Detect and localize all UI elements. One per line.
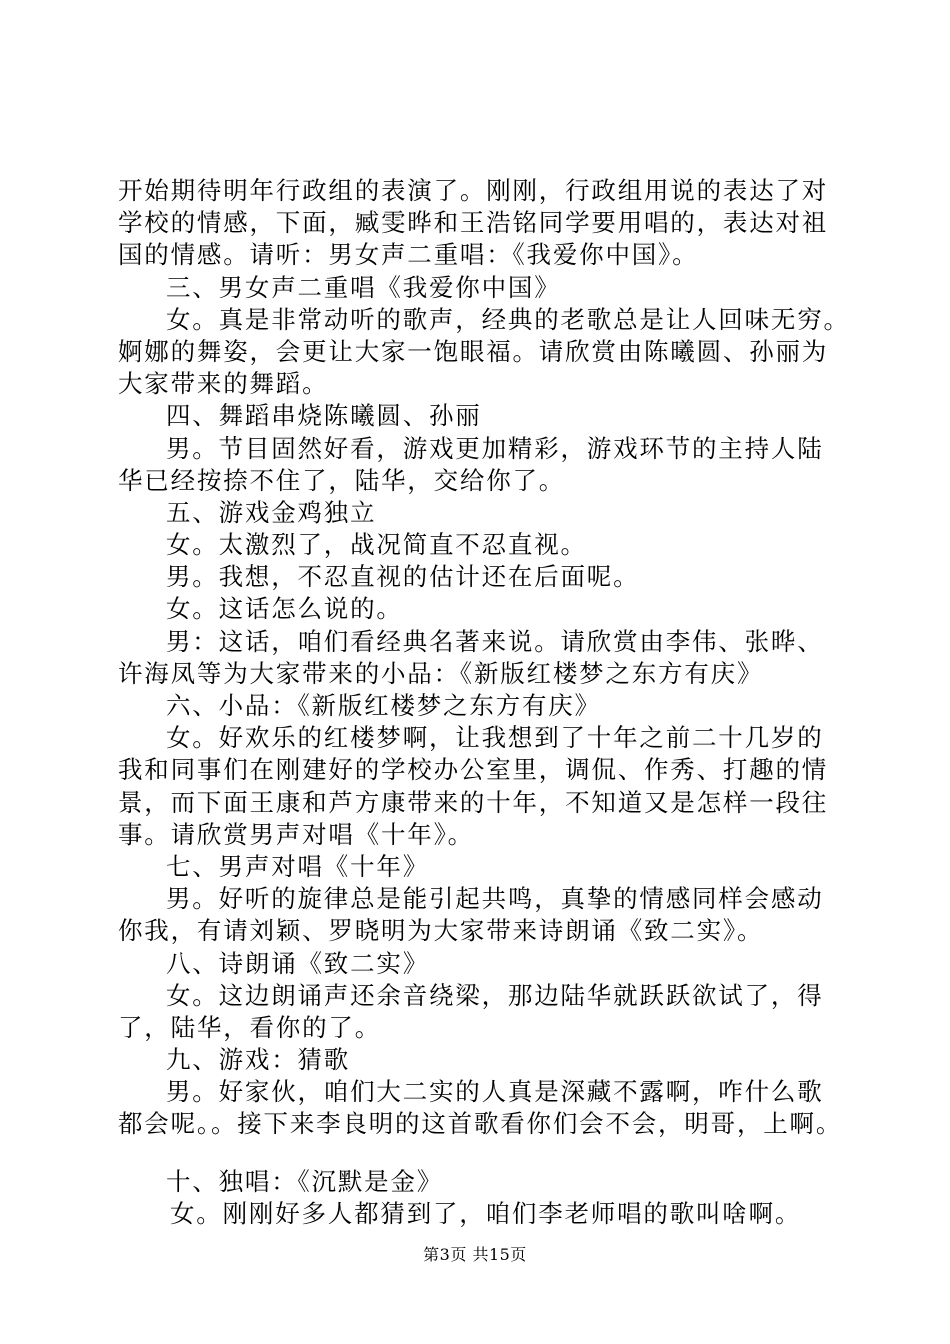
section-heading: 六、小品：《新版红楼梦之东方有庆》 — [166, 691, 601, 720]
blank-spacer — [118, 1141, 838, 1166]
text-line: 女。好欢乐的红楼梦啊，让我想到了十年之前二十几岁的 — [166, 723, 824, 753]
text-line: 男。节目固然好看，游戏更加精彩，游戏环节的主持人陆 — [166, 433, 824, 463]
text-line: 华已经按捺不住了，陆华，交给你了。 — [118, 465, 566, 495]
section-heading: 五、游戏金鸡独立 — [166, 497, 377, 527]
text-line: 男。好听的旋律总是能引起共鸣，真挚的情感同样会感动 — [166, 884, 824, 914]
text-line: 女。刚刚好多人都猜到了，咱们李老师唱的歌叫啥啊。 — [170, 1198, 802, 1228]
text-line: 事。请欣赏男声对唱《十年》。 — [118, 819, 474, 849]
text-line: 学校的情感，下面，臧雯晔和王浩铭同学要用唱的，表达对祖 — [118, 208, 829, 238]
text-line: 女。这话怎么说的。 — [166, 594, 403, 624]
text-line: 男：这话，咱们看经典名著来说。请欣赏由李伟、张晔、 — [166, 626, 824, 656]
text-line: 景，而下面王康和芦方康带来的十年，不知道又是怎样一段往 — [118, 787, 829, 817]
text-line: 都会呢。。接下来李良明的这首歌看你们会不会，明哥，上啊。 — [118, 1109, 843, 1139]
section-heading: 九、游戏：猜歌 — [166, 1045, 351, 1075]
text-line: 男。我想，不忍直视的估计还在后面呢。 — [166, 562, 640, 592]
text-line: 女。太激烈了，战况简直不忍直视。 — [166, 530, 587, 560]
page-footer: 第3页 共15页 — [423, 1245, 527, 1264]
section-heading: 八、诗朗诵《致二实》 — [166, 948, 429, 978]
text-line: 女。这边朗诵声还余音绕梁，那边陆华就跃跃欲试了，得 — [166, 980, 824, 1010]
text-line: 许海凤等为大家带来的小品：《新版红楼梦之东方有庆》 — [118, 658, 764, 688]
text-line: 女。真是非常动听的歌声，经典的老歌总是让人回味无穷。 — [166, 304, 850, 334]
text-line: 婀娜的舞姿，会更让大家一饱眼福。请欣赏由陈曦圆、孙丽为 — [118, 336, 829, 366]
text-line: 国的情感。请听：男女声二重唱：《我爱你中国》。 — [118, 240, 699, 270]
text-line: 了，陆华，看你的了。 — [118, 1012, 381, 1042]
text-line: 我和同事们在刚建好的学校办公室里，调侃、作秀、打趣的情 — [118, 755, 829, 785]
text-line: 开始期待明年行政组的表演了。刚刚，行政组用说的表达了对 — [118, 176, 829, 205]
text-line: 男。好家伙，咱们大二实的人真是深藏不露啊，咋什么歌 — [166, 1077, 824, 1107]
document-body — [118, 175, 850, 1230]
section-heading: 七、男声对唱《十年》 — [166, 851, 429, 881]
text-line: 大家带来的舞蹈。 — [118, 369, 329, 399]
section-heading: 四、舞蹈串烧陈曦圆、孙丽 — [166, 401, 482, 431]
text-line: 你我，有请刘颖、罗晓明为大家带来诗朗诵《致二实》。 — [118, 916, 764, 946]
section-heading: 三、男女声二重唱《我爱你中国》 — [166, 272, 561, 302]
section-heading: 十、独唱：《沉默是金》 — [166, 1166, 444, 1196]
